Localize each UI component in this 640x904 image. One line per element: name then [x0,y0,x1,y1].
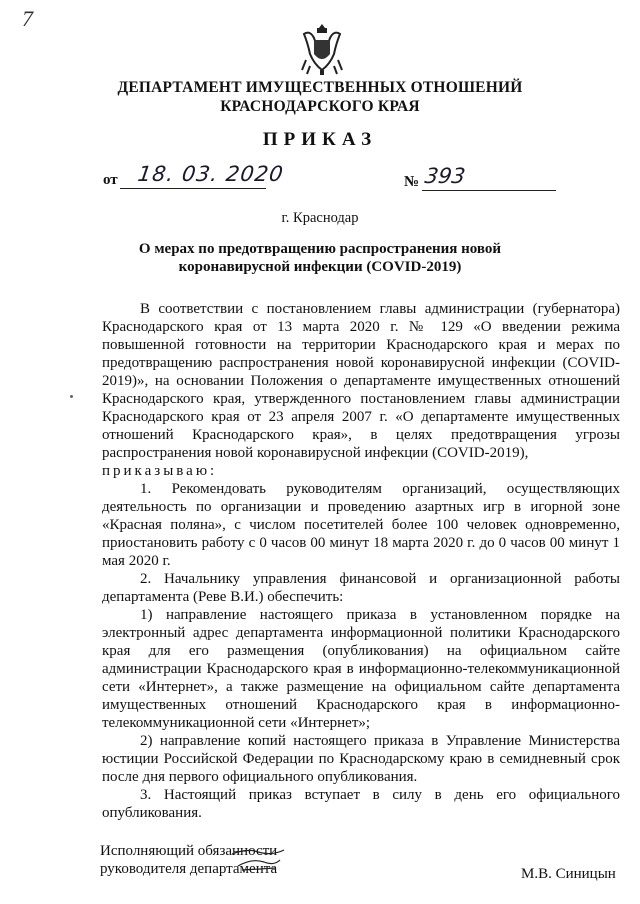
margin-dot [70,395,73,398]
signatory-position-line1: Исполняющий обязанности [100,843,278,859]
number-value: 393 [423,164,467,188]
signatory-position-line2: руководителя департамента [100,861,278,877]
handwritten-corner-mark: 7 [22,6,33,31]
paragraph-preamble [102,300,620,480]
document-type-title: ПРИКАЗ [262,129,378,150]
date-label: от [103,172,118,188]
signatory-name: М.В. Синицын [521,866,616,882]
number-label: № [404,174,420,190]
handwritten-signature [228,840,288,880]
preamble-text: В соответствии с постановлением главы администрации (губернатора) Краснодарского края от 13 марта 2020 г. № 129 «О введении режима повышенной готовности на территории Краснодарского края и мерах по предотвращению распространения новой коронавирусной инфекции (COVID-2019)», на основании Положения о департаменте имущественных отношений Краснодарского края, утвержденного постановлением главы администрации Краснодарского края от 23 апреля 2007 г. «О департаменте имущественных отношений Краснодарского края», в целях предотвращения угрозы распространения новой коронавирусной инфекции (COVID-2019), [102,301,620,461]
order-word: приказываю: [102,463,218,479]
date-value: 18. 03. 2020 [136,162,286,186]
coat-of-arms-emblem [300,20,344,76]
organization-name-line1: ДЕПАРТАМЕНТ ИМУЩЕСТВЕННЫХ ОТНОШЕНИЙ [117,79,523,96]
paragraph-item-2: 2. Начальнику управления финансовой и организационной работы департамента (Реве В.И.) обеспечить: [102,571,620,605]
date-underline [120,188,266,189]
paragraph-item-2-2: 2) направление копий настоящего приказа в Управление Министерства юстиции Российской Федерации по Краснодарскому краю в семидневный срок после дня первого официального опубликования. [102,733,620,785]
document-body [102,300,620,822]
document-subject: О мерах по предотвращению распространения новой коронавирусной инфекции (COVID-2019) [138,241,502,275]
paragraph-item-1: 1. Рекомендовать руководителям организаций, осуществляющих деятельность по организации и проведению азартных игр в игорной зоне «Красная поляна», с числом посетителей более 100 человек одновременно, приостановить работу с 0 часов 00 минут 18 марта 2020 г. до 0 часов 00 минут 1 мая 2020 г. [102,481,620,569]
city: г. Краснодар [281,210,359,226]
number-underline [422,190,556,191]
paragraph-item-2-1: 1) направление настоящего приказа в установленном порядке на электронный адрес департамента информационной политики Краснодарского края для его размещения (опубликования) на официальном сайте администрации Краснодарского края в информационно-телекоммуникационной сети «Интернет», а также размещение на официальном сайте департамента имущественных отношений Краснодарского края в информационно-телекоммуникационной сети «Интернет»; [102,607,620,731]
paragraph-item-3: 3. Настоящий приказ вступает в силу в день его официального опубликования. [102,787,620,821]
organization-name-line2: КРАСНОДАРСКОГО КРАЯ [220,98,420,115]
